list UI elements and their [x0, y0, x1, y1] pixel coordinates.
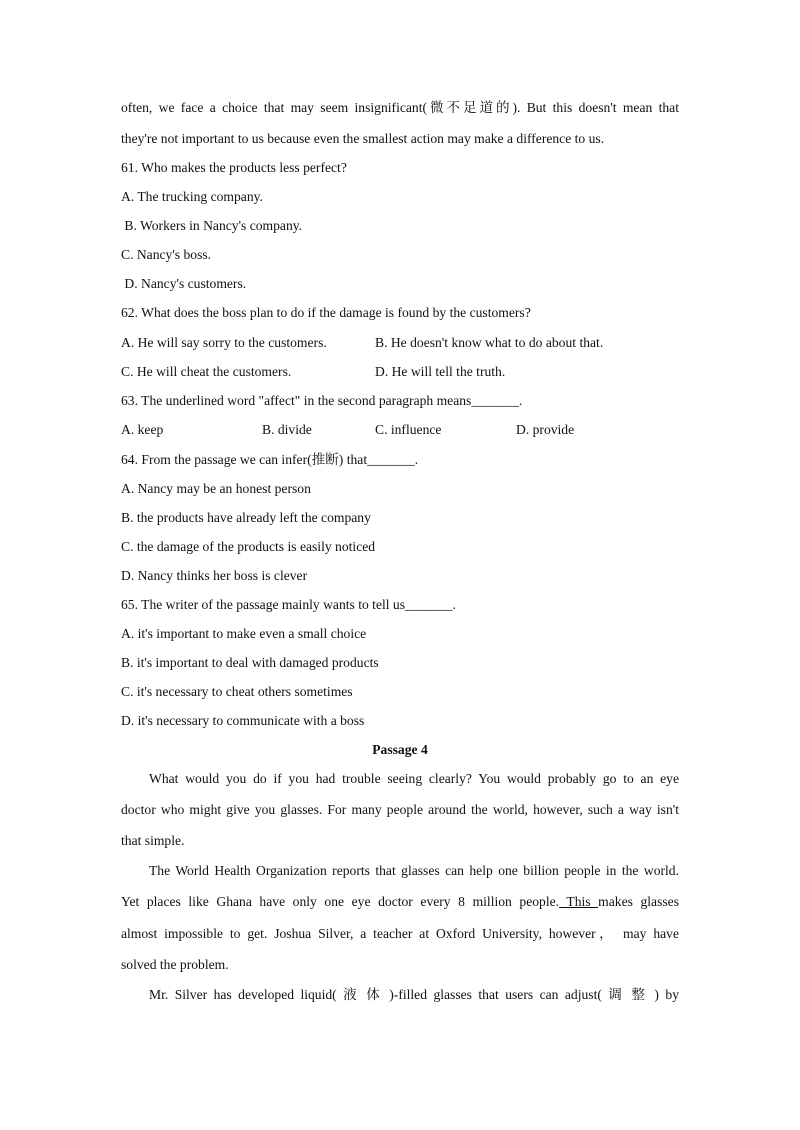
paragraph-line: that simple.	[121, 833, 185, 848]
option-65-c: C. it's necessary to cheat others sometimes	[121, 684, 353, 699]
option-62-c: C. He will cheat the customers.	[121, 364, 292, 379]
option-61-a: A. The trucking company.	[121, 189, 263, 204]
option-64-a: A. Nancy may be an honest person	[121, 481, 311, 496]
question-62: 62. What does the boss plan to do if the damage is found by the customers?	[121, 305, 531, 320]
paragraph-line: The World Health Organization reports that glasses can help one billion people in the world.	[149, 863, 679, 878]
question-61: 61. Who makes the products less perfect?	[121, 160, 347, 175]
paragraph-line: solved the problem.	[121, 957, 229, 972]
option-62-d: D. He will tell the truth.	[375, 364, 506, 379]
option-61-c: C. Nancy's boss.	[121, 247, 212, 262]
option-63-b: B. divide	[262, 422, 312, 437]
question-65: 65. The writer of the passage mainly wants to tell us_______.	[121, 597, 456, 612]
paragraph-line: often, we face a choice that may seem insignificant(微不足道的). But this doesn't mean that	[121, 100, 679, 115]
option-61-b: B. Workers in Nancy's company.	[121, 218, 303, 233]
option-63-d: D. provide	[516, 422, 575, 437]
paragraph-line: What would you do if you had trouble seeing clearly? You would probably go to an eye	[149, 771, 679, 786]
option-64-c: C. the damage of the products is easily noticed	[121, 539, 376, 554]
question-63: 63. The underlined word "affect" in the second paragraph means_______.	[121, 393, 523, 408]
option-61-d: D. Nancy's customers.	[121, 276, 247, 291]
underlined-word: This	[559, 894, 599, 909]
option-62-a: A. He will say sorry to the customers.	[121, 335, 327, 350]
option-65-a: A. it's important to make even a small choice	[121, 626, 367, 641]
paragraph-line	[121, 893, 679, 911]
paragraph-line: doctor who might give you glasses. For many people around the world, however, such a way isn't	[121, 802, 679, 817]
paragraph-line: almost impossible to get. Joshua Silver, a teacher at Oxford University, however， may have	[121, 926, 679, 941]
text-run: makes glasses	[598, 894, 679, 909]
option-65-d: D. it's necessary to communicate with a boss	[121, 713, 365, 728]
text-run: Yet places like Ghana have only one eye doctor every 8 million people.	[121, 894, 560, 909]
option-63-c: C. influence	[375, 422, 442, 437]
option-64-d: D. Nancy thinks her boss is clever	[121, 568, 308, 583]
passage-title: Passage 4	[372, 742, 428, 757]
question-64: 64. From the passage we can infer(推断) that_______.	[121, 452, 419, 467]
option-62-b: B. He doesn't know what to do about that.	[375, 335, 604, 350]
option-63-a: A. keep	[121, 422, 164, 437]
paragraph-line: Mr. Silver has developed liquid( 液 体 )-filled glasses that users can adjust( 调 整 ) by	[149, 987, 679, 1002]
paragraph-line: they're not important to us because even the smallest action may make a difference to us.	[121, 131, 605, 146]
option-64-b: B. the products have already left the company	[121, 510, 371, 525]
option-65-b: B. it's important to deal with damaged products	[121, 655, 379, 670]
